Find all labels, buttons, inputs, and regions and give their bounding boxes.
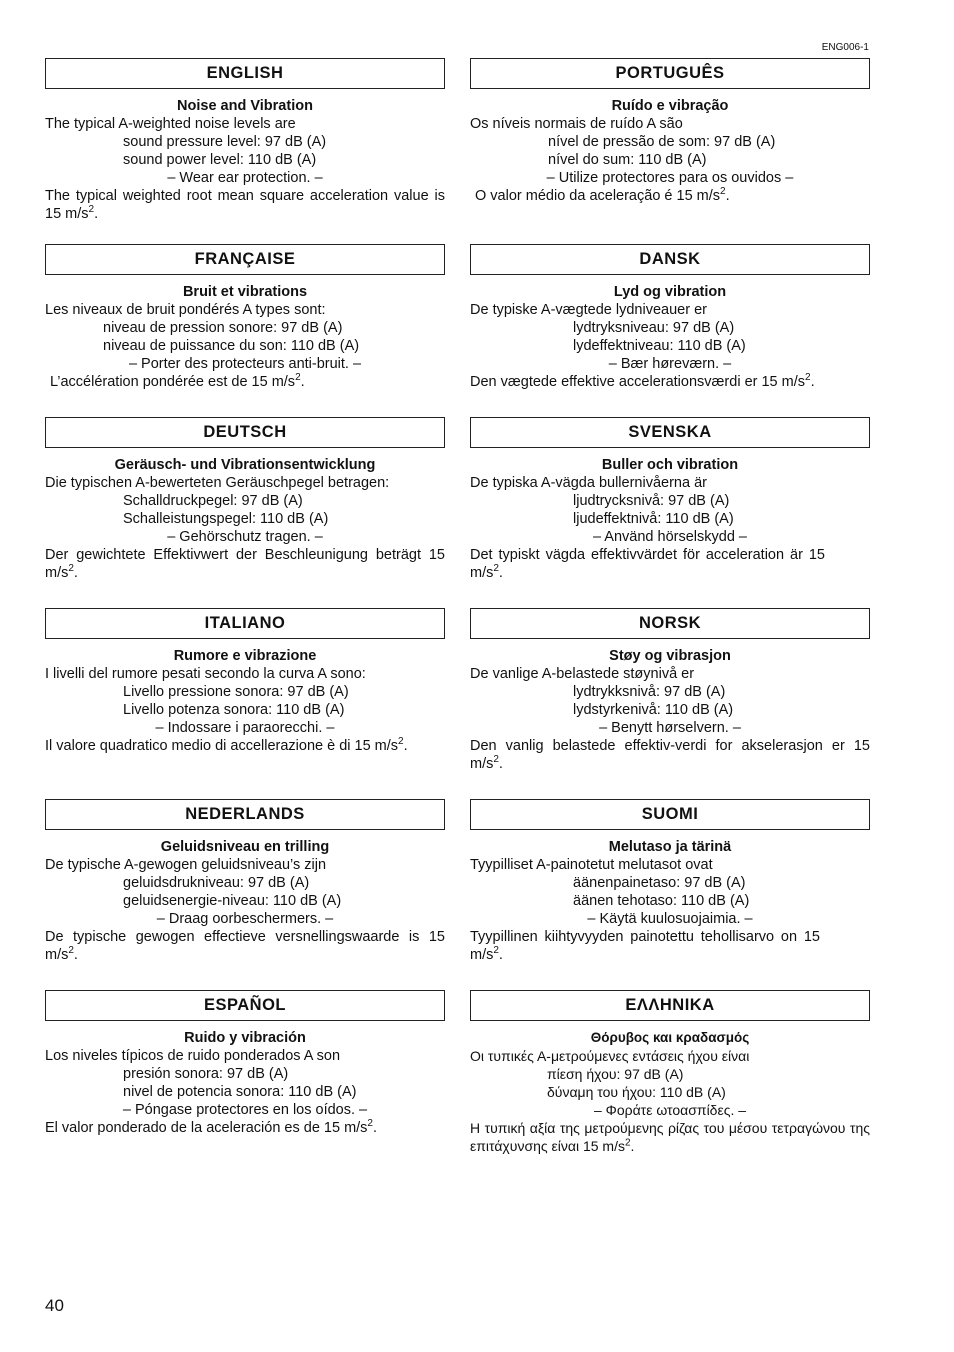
power-level: sound power level: 110 dB (A) (123, 152, 317, 168)
section-francaise (45, 244, 445, 391)
pressure-level: Schalldruckpegel: 97 dB (A) (123, 493, 303, 509)
warning-line: – Bær høreværn. – (608, 356, 732, 372)
language-header: NEDERLANDS (45, 799, 445, 830)
section-title: Noise and Vibration (177, 98, 313, 114)
warning-line: – Φοράτε ωτοασπίδες. – (593, 1102, 747, 1118)
warning-line: – Utilize protectores para os ouvidos – (546, 170, 794, 186)
document-code: ENG006-1 (821, 42, 869, 53)
acceleration-text: De typische gewogen effectieve versnellingswaarde is 15 $m/s^2$. (45, 929, 445, 963)
power-level: geluidsenergie-niveau: 110 dB (A) (123, 893, 342, 909)
section-title: Rumore e vibrazione (173, 648, 317, 664)
power-level: Schalleistungspegel: 110 dB (A) (123, 511, 329, 527)
section-english (45, 58, 445, 223)
section-svenska (470, 417, 870, 582)
warning-line: – Draag oorbeschermers. – (156, 911, 334, 927)
section-espanol (45, 990, 445, 1137)
pressure-level: ljudtrycksnivå: 97 dB (A) (573, 493, 730, 509)
acceleration-text: Den vægtede effektive accelerationsværdi er 15 $m/s^2$. (470, 372, 815, 390)
section-title: Geräusch- und Vibrationsentwicklung (114, 457, 376, 473)
intro-line: Los niveles típicos de ruido ponderados A son (45, 1048, 341, 1064)
acceleration-text: Den vanlig belastede effektiv-verdi for akselerasjon er 15 $m/s^2$. (470, 738, 870, 772)
intro-line: Os níveis normais de ruído A são (470, 116, 683, 132)
power-level: Livello potenza sonora: 110 dB (A) (123, 702, 345, 718)
section-nederlands (45, 799, 445, 964)
intro-line: I livelli del rumore pesati secondo la curva A sono: (45, 666, 366, 682)
intro-line: The typical A-weighted noise levels are (45, 116, 296, 132)
language-header: DANSK (470, 244, 870, 275)
power-level: niveau de puissance du son: 110 dB (A) (103, 338, 360, 354)
intro-line: De vanlige A-belastede støynivå er (470, 666, 695, 682)
pressure-level: Livello pressione sonora: 97 dB (A) (123, 684, 349, 700)
intro-line: Les niveaux de bruit pondérés A types sont: (45, 302, 326, 318)
warning-line: – Porter des protecteurs anti-bruit. – (128, 356, 362, 372)
acceleration-text: Il valore quadratico medio di accellerazione è di 15 $m/s^2$. (45, 736, 408, 754)
acceleration-text: Tyypillinen kiihtyvyyden painotettu tehollisarvo on 15 $m/s^2$. (470, 929, 820, 963)
pressure-level: presión sonora: 97 dB (A) (123, 1066, 289, 1082)
intro-line: De typiska A-vägda bullernivåerna är (470, 475, 707, 491)
power-level: ljudeffektnivå: 110 dB (A) (573, 511, 734, 527)
pressure-level: geluidsdrukniveau: 97 dB (A) (123, 875, 310, 891)
acceleration-text: O valor médio da aceleração é 15 $m/s^2$. (475, 186, 730, 204)
intro-line: De typische A-gewogen geluidsniveau’s zijn (45, 857, 327, 873)
power-level: nivel de potencia sonora: 110 dB (A) (123, 1084, 357, 1100)
section-title: Buller och vibration (601, 457, 739, 473)
section-title: Bruit et vibrations (182, 284, 308, 300)
power-level: äänen tehotaso: 110 dB (A) (573, 893, 750, 909)
pressure-level: lydtryksniveau: 97 dB (A) (573, 320, 735, 336)
language-header: PORTUGUÊS (470, 58, 870, 89)
language-header: SVENSKA (470, 417, 870, 448)
section-title: Støy og vibrasjon (609, 648, 731, 664)
language-header: DEUTSCH (45, 417, 445, 448)
section-title: Lyd og vibration (613, 284, 727, 300)
power-level: nível do sum: 110 dB (A) (548, 152, 707, 168)
language-header: ESPAÑOL (45, 990, 445, 1021)
language-header: NORSK (470, 608, 870, 639)
acceleration-text: El valor ponderado de la aceleración es de 15 $m/s^2$. (45, 1118, 378, 1136)
language-header: SUOMI (470, 799, 870, 830)
section-deutsch (45, 417, 445, 582)
pressure-level: nível de pressão de som: 97 dB (A) (548, 134, 776, 150)
language-header: ENGLISH (45, 58, 445, 89)
acceleration-text: L’accélération pondérée est de 15 $m/s^2$. (50, 372, 305, 390)
intro-line: Tyypilliset A-painotetut melutasot ovat (470, 857, 713, 873)
section-title: Ruido y vibración (184, 1030, 306, 1046)
section-title: Geluidsniveau en trilling (160, 839, 330, 855)
section-title: Ruído e vibração (611, 98, 729, 114)
section-italiano (45, 608, 445, 755)
pressure-level: lydtrykksnivå: 97 dB (A) (573, 684, 726, 700)
section-norsk (470, 608, 870, 773)
pressure-level: äänenpainetaso: 97 dB (A) (573, 875, 746, 891)
language-header: ITALIANO (45, 608, 445, 639)
page-number: 40 (45, 1296, 64, 1315)
language-header: ΕΛΛΗΝΙΚΑ (470, 990, 870, 1021)
section-title: Melutaso ja tärinä (608, 839, 732, 855)
warning-line: – Wear ear protection. – (167, 170, 323, 186)
warning-line: – Indossare i paraorecchi. – (155, 720, 335, 736)
warning-line: – Käytä kuulosuojaimia. – (587, 911, 753, 927)
acceleration-text: Der gewichtete Effektivwert der Beschleunigung beträgt 15 $m/s^2$. (45, 547, 445, 581)
section-dansk (470, 244, 870, 391)
section-ellinika (470, 990, 870, 1155)
pressure-level: niveau de pression sonore: 97 dB (A) (103, 320, 343, 336)
pressure-level: πίεση ήχου: 97 dB (A) (547, 1066, 684, 1082)
language-header: FRANÇAISE (45, 244, 445, 275)
power-level: lydeffektniveau: 110 dB (A) (573, 338, 746, 354)
warning-line: – Benytt hørselvern. – (599, 720, 741, 736)
section-title: Θόρυβος και κραδασμός (590, 1030, 750, 1045)
pressure-level: sound pressure level: 97 dB (A) (123, 134, 327, 150)
power-level: δύναμη του ήχου: 110 dB (A) (547, 1084, 726, 1100)
power-level: lydstyrkenivå: 110 dB (A) (573, 702, 734, 718)
intro-line: Οι τυπικές Α-μετρούμενες εντάσεις ήχου είναι (470, 1048, 750, 1064)
intro-line: De typiske A-vægtede lydniveauer er (470, 302, 707, 318)
acceleration-text: The typical weighted root mean square acceleration value is 15 $m/s^2$. (45, 188, 445, 222)
section-suomi (470, 799, 870, 964)
section-portugues (470, 58, 870, 205)
intro-line: Die typischen A-bewerteten Geräuschpegel betragen: (45, 475, 390, 491)
warning-line: – Póngase protectores en los oídos. – (122, 1102, 368, 1118)
warning-line: – Gehörschutz tragen. – (167, 529, 323, 545)
acceleration-text: Η τυπική αξία της μετρούμενης ρίζας του μέσου τετραγώνου της επιτάχυνσης είναι 15 $m/s^2$. (470, 1120, 870, 1154)
acceleration-text: Det typiskt vägda effektivvärdet för acceleration är 15 $m/s^2$. (470, 547, 825, 581)
warning-line: – Använd hörselskydd – (593, 529, 747, 545)
